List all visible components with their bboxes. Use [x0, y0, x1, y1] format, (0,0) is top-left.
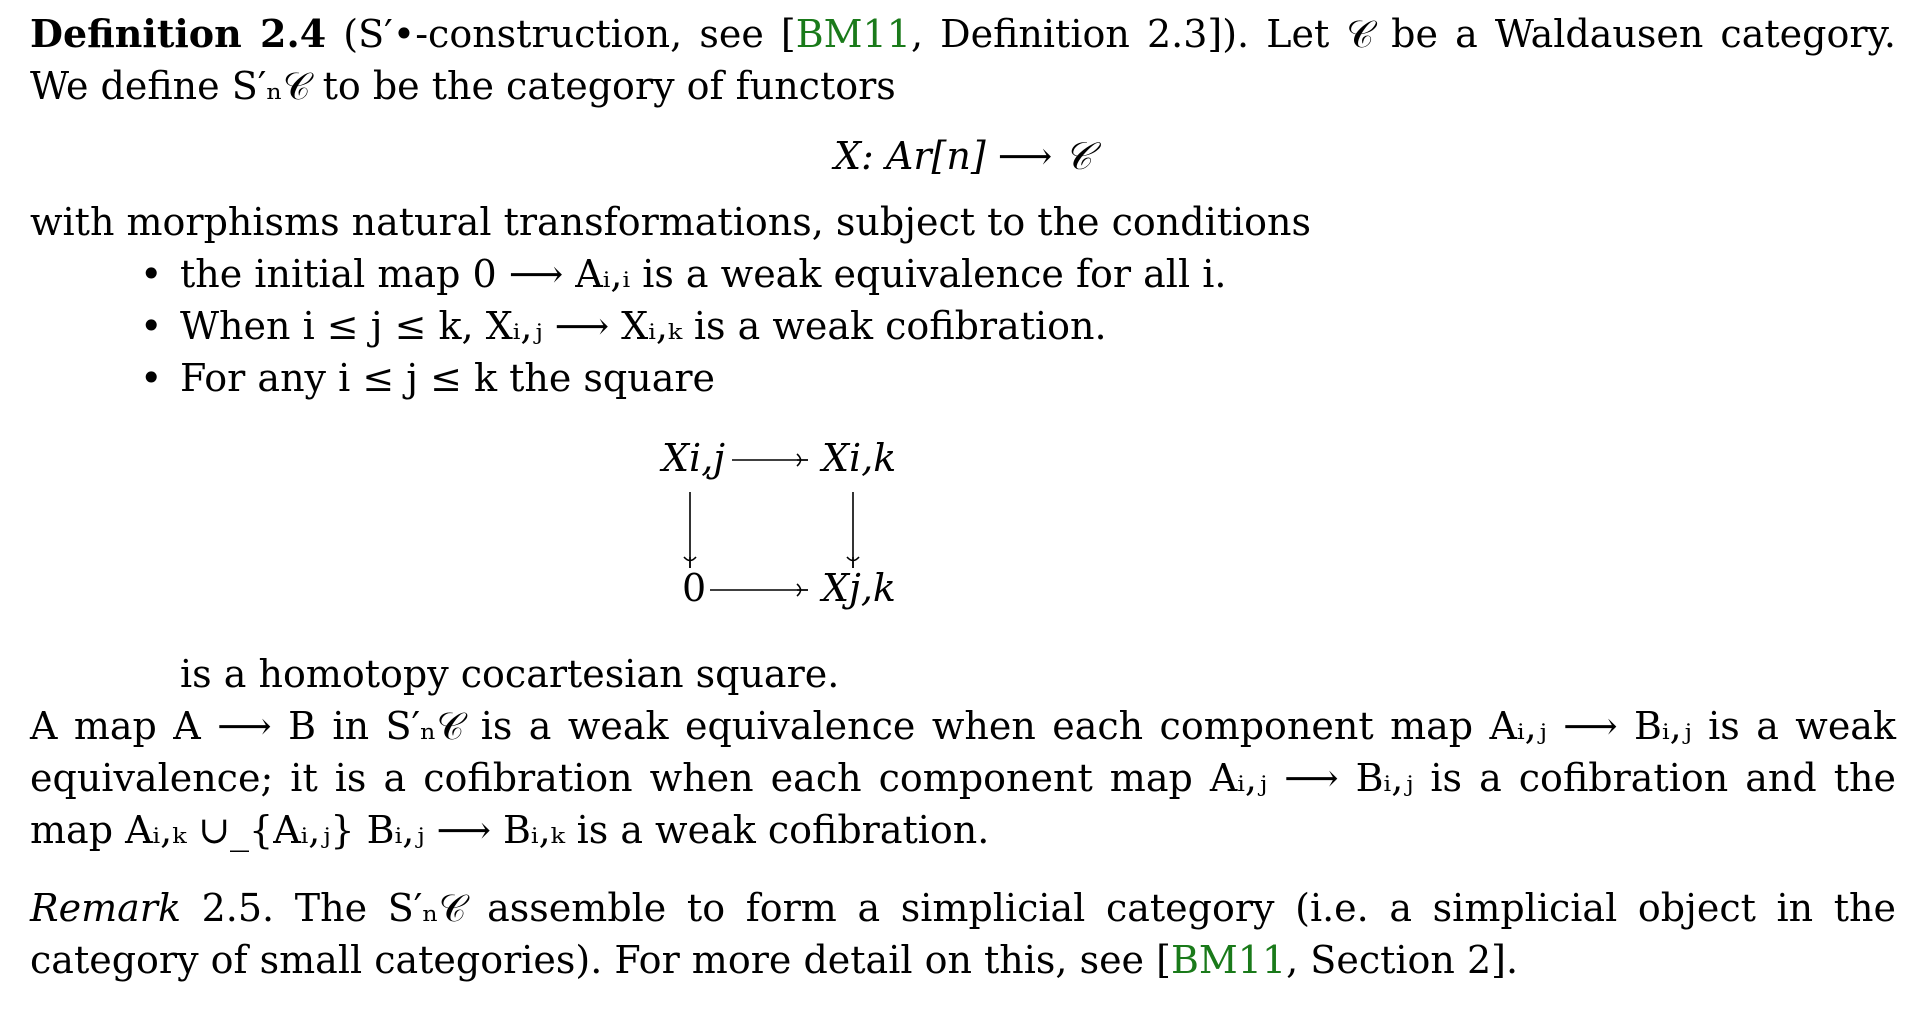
condition-item: • the initial map 0 ⟶ Aᵢ,ᵢ is a weak equivalence for all i.	[140, 248, 1896, 300]
closing-paragraph: A map A ⟶ B in S′ₙ𝒞 is a weak equivalence when each component map Aᵢ,ⱼ ⟶ Bᵢ,ⱼ is a weak equivalence; it is a cofibration when each component map Aᵢ,ⱼ ⟶ Bᵢ,ⱼ is a cofibration and the map Aᵢ,ₖ ∪_{Aᵢ,ⱼ} Bᵢ,ⱼ ⟶ Bᵢ,ₖ is a weak cofibration.	[30, 704, 1896, 852]
definition-intro-rest: Let 𝒞 be a Waldausen category. We define S′ₙ𝒞 to be the category of functors	[30, 12, 1896, 108]
square-node-label: 0	[682, 566, 707, 610]
square-node-label: Xj,k	[822, 566, 896, 610]
citation-link-bm11[interactable]: BM11	[795, 12, 911, 56]
condition-item: • When i ≤ j ≤ k, Xᵢ,ⱼ ⟶ Xᵢ,ₖ is a weak cofibration.	[140, 300, 1896, 352]
remark-number: 2.5.	[180, 886, 275, 930]
definition-label: Definition 2.4	[30, 11, 327, 56]
morphisms-line: with morphisms natural transformations, subject to the conditions	[30, 200, 1311, 244]
definition-paren: (	[343, 12, 359, 56]
conditions-list	[140, 248, 1896, 404]
citation-link-bm11[interactable]: BM11	[1170, 938, 1287, 982]
commutative-square	[30, 410, 1896, 710]
definition-intro	[30, 8, 1896, 112]
page	[30, 8, 1896, 986]
square-caption: is a homotopy cocartesian square.	[180, 652, 840, 696]
citation-detail: , Definition 2.3]).	[910, 12, 1250, 56]
square-arrows	[30, 410, 1896, 710]
square-node-label: Xi,k	[822, 436, 897, 480]
remark-text: The S′ₙ𝒞 assemble to form a simplicial category (i.e. a simplicial object in the category of small categories). For more detail on this, see [	[30, 886, 1897, 982]
display-formula: X: Ar[n] ⟶ 𝒞	[833, 134, 1092, 178]
remark-citation-detail: , Section 2].	[1286, 938, 1519, 982]
construction-name: S′•-construction, see [	[358, 12, 796, 56]
condition-item: • For any i ≤ j ≤ k the square	[140, 352, 1896, 404]
remark-label: Remark	[30, 886, 181, 930]
square-node-label: Xi,j	[662, 436, 726, 480]
remark	[30, 882, 1896, 986]
